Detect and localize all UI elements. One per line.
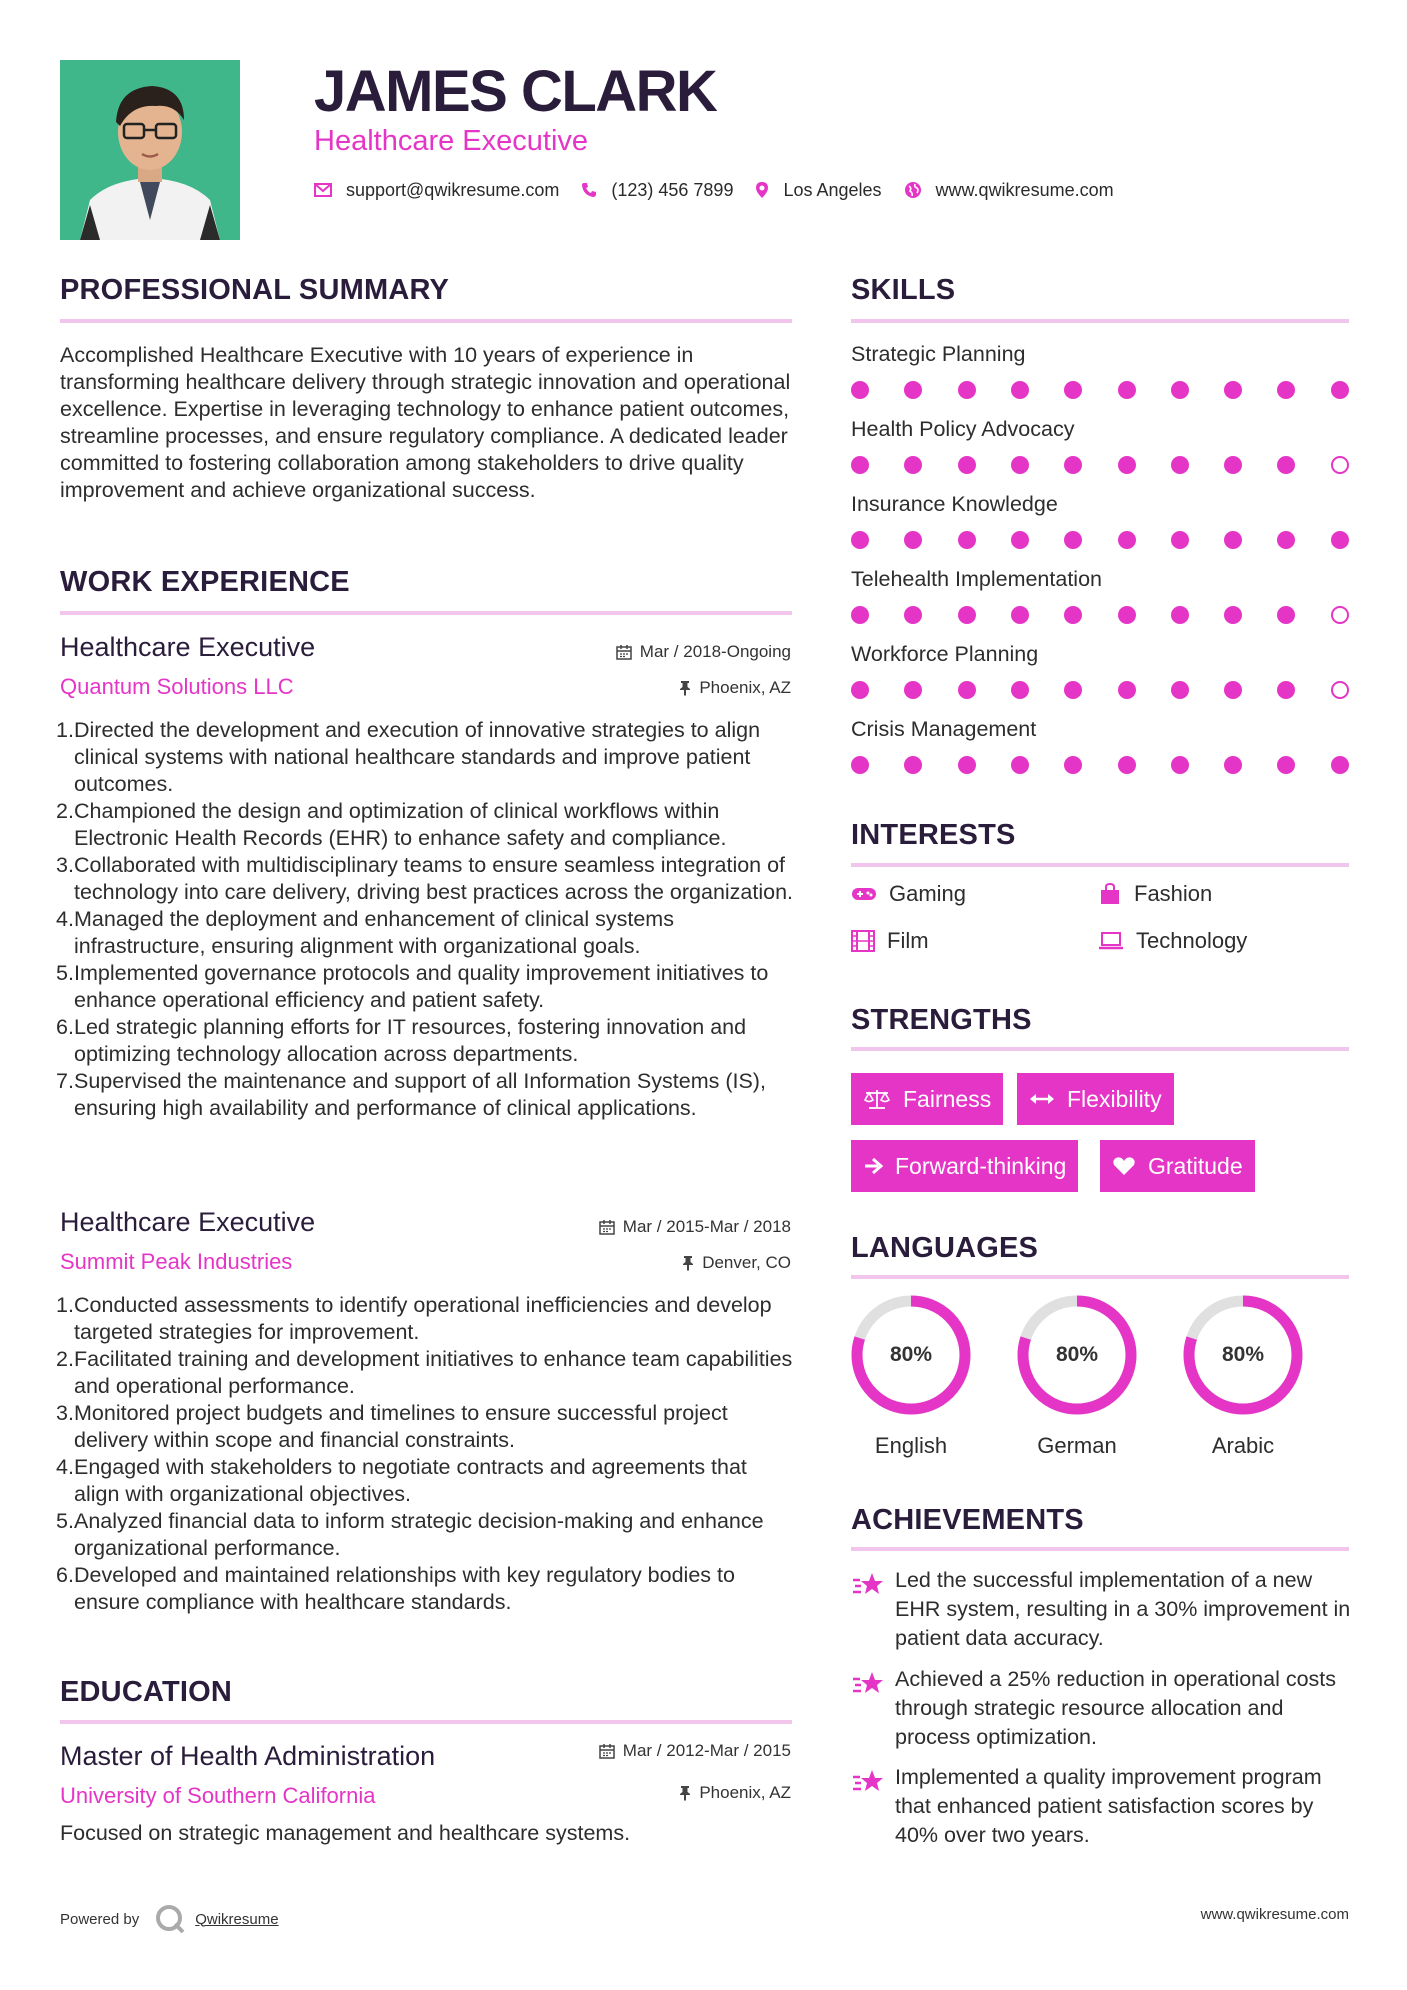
rating-dot-filled <box>851 606 869 624</box>
list-item: 6. Developed and maintained relationships with key regulatory bodies to ensure compliance with healthcare standards. <box>56 1563 735 1614</box>
rating-dot-filled <box>851 456 869 474</box>
education-date-text: Mar / 2012-Mar / 2015 <box>622 1741 791 1760</box>
job-date-text: Mar / 2015-Mar / 2018 <box>622 1217 791 1236</box>
rating-dot-filled <box>904 531 922 549</box>
experience-divider <box>60 611 792 615</box>
rating-dot-filled <box>1171 756 1189 774</box>
skills-divider <box>851 319 1349 323</box>
location-text: Los Angeles <box>783 179 882 200</box>
rating-dot-filled <box>1064 606 1082 624</box>
brand-link[interactable]: Qwikresume <box>195 1910 279 1928</box>
contact-bar <box>314 176 1136 204</box>
interest-technology: Technology <box>1098 928 1247 954</box>
rating-dot-filled <box>1171 606 1189 624</box>
achievements-heading: ACHIEVEMENTS <box>851 1504 1084 1536</box>
rating-dot-filled <box>1064 381 1082 399</box>
list-item: 7. Supervised the maintenance and support of all Information Systems (IS), ensuring high availability and performance of clinical applications. <box>56 1069 766 1120</box>
rating-dot-filled <box>1011 756 1029 774</box>
skills-heading: SKILLS <box>851 274 956 306</box>
strength-tag: Gratitude <box>1100 1140 1255 1192</box>
degree-title: Master of Health Administration <box>60 1741 436 1771</box>
calendar-icon <box>599 1743 615 1759</box>
job-location <box>679 678 791 698</box>
rating-dot-filled <box>958 381 976 399</box>
rating-dot-empty <box>1331 681 1349 699</box>
envelope-icon <box>314 183 332 197</box>
rating-dot-filled <box>1331 381 1349 399</box>
language-percent: 80% <box>1055 1343 1099 1366</box>
job-location <box>682 1253 791 1273</box>
laptop-icon <box>1098 931 1124 951</box>
candidate-role: Healthcare Executive <box>314 125 589 157</box>
skill-name: Telehealth Implementation <box>851 567 1102 591</box>
skill-rating <box>851 531 1349 549</box>
interests-heading: INTERESTS <box>851 819 1016 851</box>
language-name: German <box>1037 1433 1117 1458</box>
rating-dot-filled <box>904 681 922 699</box>
rating-dot-filled <box>851 756 869 774</box>
contact-location <box>755 180 881 201</box>
strength-tag: Flexibility <box>1017 1073 1174 1125</box>
rating-dot-filled <box>904 381 922 399</box>
education-description: Focused on strategic management and healthcare systems. <box>60 1821 631 1845</box>
rating-dot-filled <box>1171 381 1189 399</box>
rating-dot-filled <box>958 456 976 474</box>
rating-dot-filled <box>1277 756 1295 774</box>
profile-photo <box>60 60 240 240</box>
footer-website[interactable]: www.qwikresume.com <box>1200 1906 1349 1923</box>
balance-scale-icon <box>863 1088 891 1110</box>
job-location-text: Denver, CO <box>702 1253 791 1272</box>
job-bullets <box>56 717 796 1122</box>
languages-heading: LANGUAGES <box>851 1232 1039 1264</box>
job-title: Healthcare Executive <box>60 1207 316 1237</box>
rating-dot-filled <box>1277 606 1295 624</box>
contact-website[interactable] <box>904 180 1114 201</box>
pushpin-icon <box>679 1785 691 1801</box>
phone-text: (123) 456 7899 <box>611 179 734 200</box>
achievement-item: Led the successful implementation of a new EHR system, resulting in a 30% improvement in patient data accuracy. <box>851 1566 1351 1653</box>
shooting-star-icon <box>851 1767 885 1797</box>
pushpin-icon <box>682 1255 694 1271</box>
list-item: 4. Managed the deployment and enhancement of clinical systems infrastructure, ensuring alignment with organizational goals. <box>56 907 674 958</box>
list-item: 6. Led strategic planning efforts for IT resources, fostering innovation and optimizing technology allocation across departments. <box>56 1015 747 1066</box>
list-item: 1. Directed the development and execution of innovative strategies to align clinical systems with national healthcare standards and improve patient outcomes. <box>56 718 761 796</box>
rating-dot-filled <box>958 681 976 699</box>
rating-dot-filled <box>1331 756 1349 774</box>
strength-tag: Forward-thinking <box>851 1140 1078 1192</box>
rating-dot-filled <box>1011 381 1029 399</box>
calendar-icon <box>616 644 632 660</box>
experience-heading: WORK EXPERIENCE <box>60 566 350 598</box>
rating-dot-filled <box>958 531 976 549</box>
rating-dot-filled <box>1118 381 1136 399</box>
achievement-item: Achieved a 25% reduction in operational costs through strategic resource allocation and process optimization. <box>851 1665 1351 1752</box>
powered-by <box>60 1902 279 1936</box>
skill-name: Strategic Planning <box>851 342 1026 366</box>
calendar-icon <box>599 1219 615 1235</box>
education-divider <box>60 1720 792 1724</box>
interest-fashion: Fashion <box>1098 881 1212 907</box>
language-name: Arabic <box>1211 1433 1275 1458</box>
phone-icon <box>581 182 597 198</box>
interest-film: Film <box>851 928 929 954</box>
job-company: Quantum Solutions LLC <box>60 674 294 699</box>
rating-dot-filled <box>1064 756 1082 774</box>
skill-name: Insurance Knowledge <box>851 492 1058 516</box>
rating-dot-filled <box>1064 681 1082 699</box>
rating-dot-filled <box>958 606 976 624</box>
rating-dot-filled <box>1224 681 1242 699</box>
rating-dot-filled <box>851 531 869 549</box>
achievements-divider <box>851 1547 1349 1551</box>
job-title: Healthcare Executive <box>60 632 316 662</box>
rating-dot-filled <box>1224 456 1242 474</box>
rating-dot-filled <box>1118 681 1136 699</box>
rating-dot-filled <box>1011 456 1029 474</box>
rating-dot-filled <box>1118 756 1136 774</box>
heart-icon <box>1112 1156 1136 1176</box>
shopping-bag-icon <box>1098 882 1122 906</box>
language-percent: 80% <box>1221 1343 1265 1366</box>
list-item: 3. Monitored project budgets and timelines to ensure successful project delivery within scope and financial constraints. <box>56 1401 728 1452</box>
skill-rating <box>851 381 1349 399</box>
education-date <box>599 1741 791 1761</box>
skill-rating <box>851 681 1349 699</box>
job-date <box>599 1217 791 1237</box>
list-item: 5. Implemented governance protocols and quality improvement initiatives to enhance operational efficiency and patient safety. <box>56 961 769 1012</box>
map-pin-icon <box>755 181 769 199</box>
skill-rating <box>851 756 1349 774</box>
shooting-star-icon <box>851 1570 885 1600</box>
email-text: support@qwikresume.com <box>346 179 560 200</box>
rating-dot-filled <box>1011 606 1029 624</box>
rating-dot-filled <box>1064 456 1082 474</box>
rating-dot-filled <box>851 381 869 399</box>
skill-name: Workforce Planning <box>851 642 1039 666</box>
summary-text: Accomplished Healthcare Executive with 10 years of experience in transforming healthcare delivery through strategic innovation and operational excellence. Expertise in leveraging technology to enhance patient outcomes, streamline processes, and ensure regulatory compliance. A dedicated leader committed to fostering collaboration among stakeholders to drive quality improvement and achieve organizational success. <box>60 343 791 502</box>
list-item: 5. Analyzed financial data to inform strategic decision-making and enhance organizational performance. <box>56 1509 764 1560</box>
rating-dot-empty <box>1331 606 1349 624</box>
language-name: English <box>874 1433 948 1458</box>
arrows-horizontal-icon <box>1029 1092 1055 1106</box>
interests-divider <box>851 863 1349 867</box>
rating-dot-filled <box>1171 681 1189 699</box>
job-bullets <box>56 1292 796 1616</box>
rating-dot-filled <box>1331 531 1349 549</box>
globe-icon <box>904 181 922 199</box>
interest-gaming: Gaming <box>851 881 966 907</box>
school-name: University of Southern California <box>60 1783 376 1808</box>
shooting-star-icon <box>851 1669 885 1699</box>
rating-dot-filled <box>1064 531 1082 549</box>
language-percent: 80% <box>889 1343 933 1366</box>
language-german <box>1015 1293 1139 1458</box>
rating-dot-filled <box>1277 456 1295 474</box>
rating-dot-filled <box>1118 531 1136 549</box>
rating-dot-filled <box>1224 606 1242 624</box>
rating-dot-filled <box>1118 606 1136 624</box>
rating-dot-filled <box>958 756 976 774</box>
rating-dot-filled <box>1011 531 1029 549</box>
qwikresume-logo-icon <box>153 1902 187 1936</box>
education-heading: EDUCATION <box>60 1676 233 1708</box>
languages-divider <box>851 1275 1349 1279</box>
film-icon <box>851 930 875 952</box>
rating-dot-filled <box>851 681 869 699</box>
list-item: 1. Conducted assessments to identify operational inefficiencies and develop targeted strategies for improvement. <box>56 1293 772 1344</box>
list-item: 2. Facilitated training and development initiatives to enhance team capabilities and operational performance. <box>56 1347 793 1398</box>
job-location-text: Phoenix, AZ <box>699 678 791 697</box>
rating-dot-filled <box>1224 756 1242 774</box>
rating-dot-filled <box>1224 381 1242 399</box>
powered-by-label: Powered by <box>60 1910 140 1928</box>
education-location-text: Phoenix, AZ <box>699 1783 791 1802</box>
rating-dot-filled <box>904 756 922 774</box>
job-company: Summit Peak Industries <box>60 1249 293 1274</box>
rating-dot-filled <box>1224 531 1242 549</box>
arrow-right-icon <box>863 1157 883 1175</box>
education-location <box>679 1783 791 1803</box>
rating-dot-filled <box>1118 456 1136 474</box>
skill-name: Crisis Management <box>851 717 1037 741</box>
rating-dot-empty <box>1331 456 1349 474</box>
rating-dot-filled <box>1277 381 1295 399</box>
skill-rating <box>851 606 1349 624</box>
list-item: 2. Championed the design and optimization of clinical workflows within Electronic Health Records (EHR) to enhance safety and compliance. <box>56 799 727 850</box>
avatar-illustration <box>60 60 240 240</box>
summary-divider <box>60 319 792 323</box>
achievement-item: Implemented a quality improvement program that enhanced patient satisfaction scores by 40% over two years. <box>851 1763 1351 1850</box>
contact-email[interactable] <box>314 180 559 201</box>
language-english <box>849 1293 973 1458</box>
list-item: 3. Collaborated with multidisciplinary teams to ensure seamless integration of technology into care delivery, driving best practices across the organization. <box>56 853 794 904</box>
rating-dot-filled <box>1011 681 1029 699</box>
strengths-divider <box>851 1047 1349 1051</box>
list-item: 4. Engaged with stakeholders to negotiate contracts and agreements that align with organizational objectives. <box>56 1455 747 1506</box>
skill-rating <box>851 456 1349 474</box>
rating-dot-filled <box>1277 681 1295 699</box>
rating-dot-filled <box>904 456 922 474</box>
job-date-text: Mar / 2018-Ongoing <box>639 642 791 661</box>
rating-dot-filled <box>1171 531 1189 549</box>
strength-tag: Fairness <box>851 1073 1003 1125</box>
contact-phone[interactable] <box>581 180 733 201</box>
rating-dot-filled <box>1277 531 1295 549</box>
job-date <box>616 642 791 662</box>
rating-dot-filled <box>904 606 922 624</box>
website-text: www.qwikresume.com <box>935 179 1114 200</box>
strengths-heading: STRENGTHS <box>851 1004 1032 1036</box>
gamepad-icon <box>851 885 877 903</box>
summary-heading: PROFESSIONAL SUMMARY <box>60 274 450 306</box>
pushpin-icon <box>679 680 691 696</box>
rating-dot-filled <box>1171 456 1189 474</box>
skill-name: Health Policy Advocacy <box>851 417 1075 441</box>
language-arabic <box>1181 1293 1305 1458</box>
candidate-name: JAMES CLARK <box>314 59 717 124</box>
